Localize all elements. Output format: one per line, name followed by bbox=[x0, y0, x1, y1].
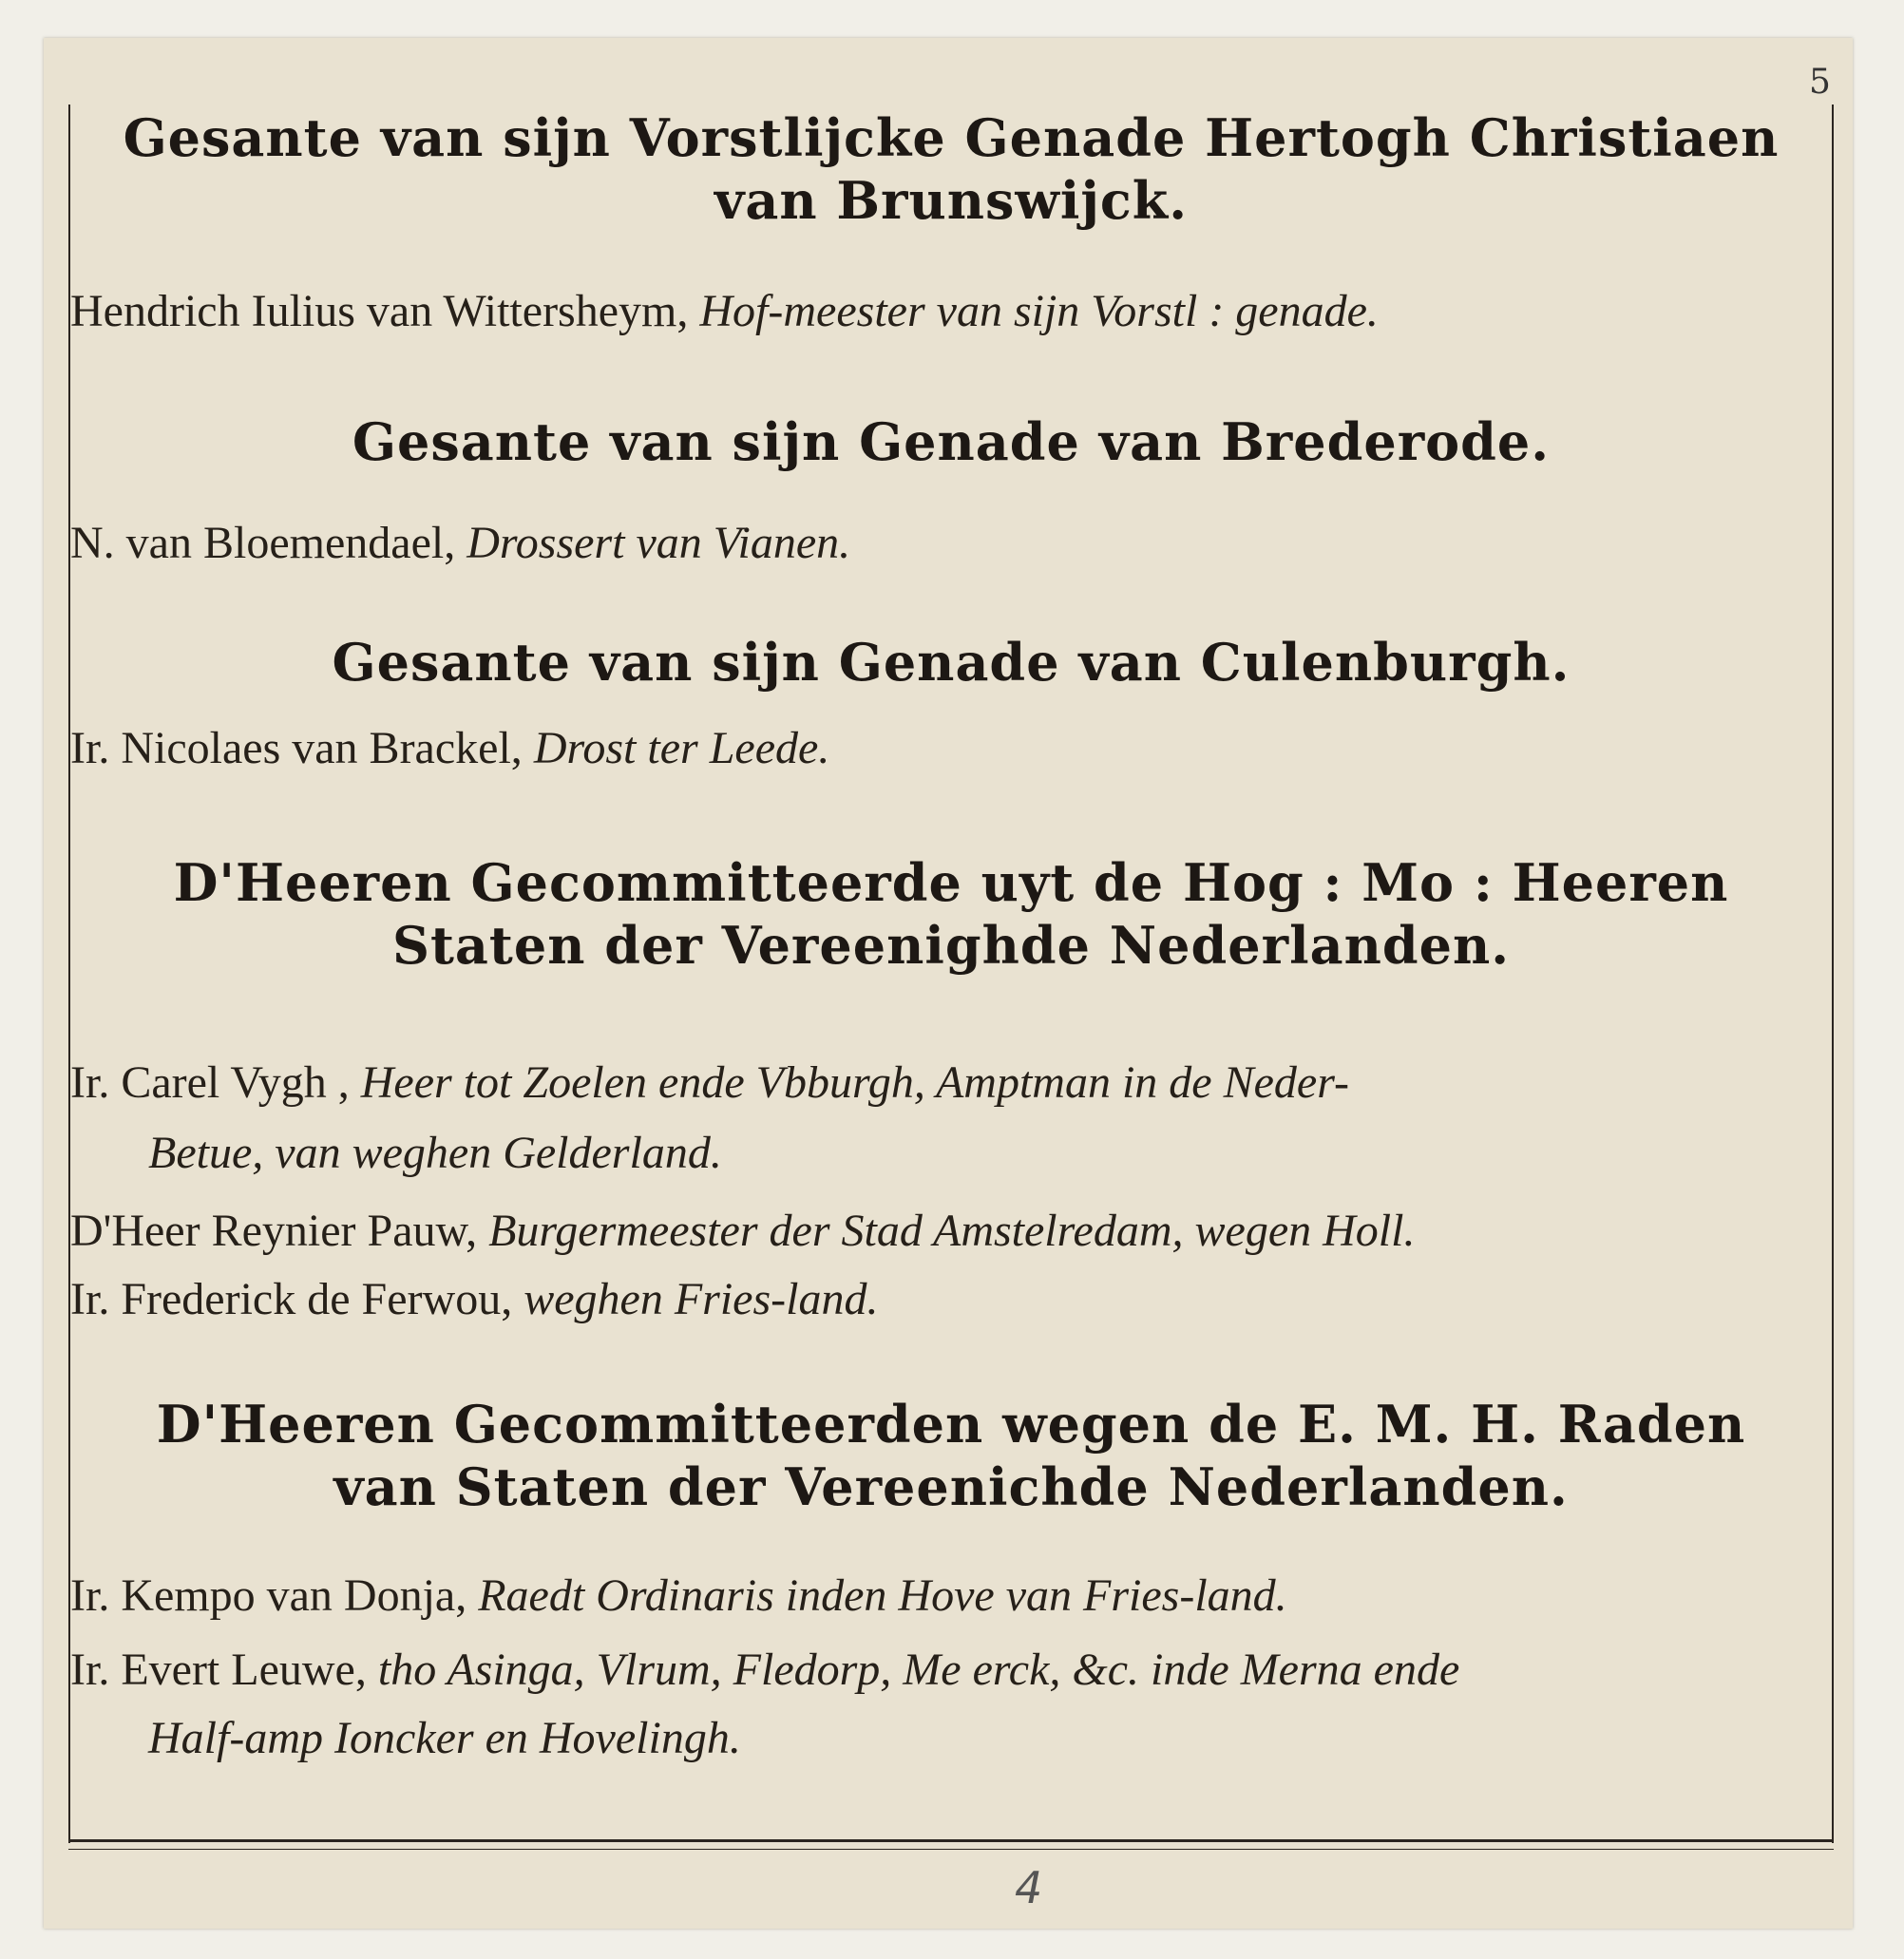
entry-leuwe bbox=[70, 1640, 1459, 1701]
entry-ferwou bbox=[70, 1269, 878, 1330]
entry-name: Hendrich Iulius van Wittersheym, bbox=[70, 286, 689, 336]
entry-name: Ir. Carel Vygh , bbox=[70, 1057, 350, 1108]
entry-name: Ir. Nicolaes van Brackel, bbox=[70, 723, 523, 773]
section-heading-culenburgh: Gesante van sijn Genade van Culenburgh. bbox=[332, 632, 1571, 693]
section-heading-brunswijck: Gesante van sijn Vorstlijcke Genade Hertogh Christiaen van Brunswijck. bbox=[123, 107, 1780, 231]
entry-name: Ir. Evert Leuwe, bbox=[70, 1645, 367, 1695]
entry-vygh-continuation: Betue, van weghen Gelderland. bbox=[148, 1128, 722, 1178]
entry-name: Ir. Kempo van Donja, bbox=[70, 1570, 467, 1621]
entry-brackel bbox=[70, 718, 829, 779]
bottom-thin-rule bbox=[68, 1849, 1834, 1850]
entry-role: Drost ter Leede. bbox=[533, 723, 830, 773]
page-number-top: 5 bbox=[1809, 63, 1831, 102]
bottom-border-rule bbox=[68, 1839, 1834, 1842]
entry-role: Raedt Ordinaris inden Hove van Fries-land. bbox=[478, 1570, 1287, 1621]
section-heading-raad-van-state: D'Heeren Gecommitteerden wegen de E. M. H. Raden van Staten der Vereenichde Nederlanden. bbox=[156, 1394, 1746, 1517]
entry-role: tho Asinga, Vlrum, Fledorp, Me erck, &c. inde Merna ende bbox=[377, 1645, 1460, 1695]
entry-leuwe-continuation: Half-amp Ioncker en Hovelingh. bbox=[148, 1713, 741, 1763]
page-number-bottom: 4 bbox=[1015, 1862, 1043, 1913]
entry-name: D'Heer Reynier Pauw, bbox=[70, 1206, 478, 1256]
entry-role: Burgermeester der Stad Amstelredam, wegen Holl. bbox=[488, 1206, 1416, 1256]
entry-role: weghen Fries-land. bbox=[524, 1274, 879, 1324]
entry-name: N. van Bloemendael, bbox=[70, 518, 456, 568]
entry-wittersheym bbox=[70, 281, 1379, 342]
entry-bloemendael bbox=[70, 513, 850, 574]
entry-pauw bbox=[70, 1201, 1415, 1262]
section-heading-brederode: Gesante van sijn Genade van Brederode. bbox=[352, 411, 1551, 472]
entry-role: Heer tot Zoelen ende Vbburgh, Amptman in de Neder- bbox=[360, 1057, 1349, 1108]
section-heading-staten-generaal: D'Heeren Gecommitteerde uyt de Hog : Mo : Heeren Staten der Vereenighde Nederlanden. bbox=[173, 852, 1729, 976]
entry-donja bbox=[70, 1566, 1287, 1626]
entry-vygh bbox=[70, 1053, 1349, 1113]
entry-role: Drossert van Vianen. bbox=[466, 518, 851, 568]
entry-role: Hof-meester van sijn Vorstl : genade. bbox=[699, 286, 1379, 336]
entry-name: Ir. Frederick de Ferwou, bbox=[70, 1274, 513, 1324]
